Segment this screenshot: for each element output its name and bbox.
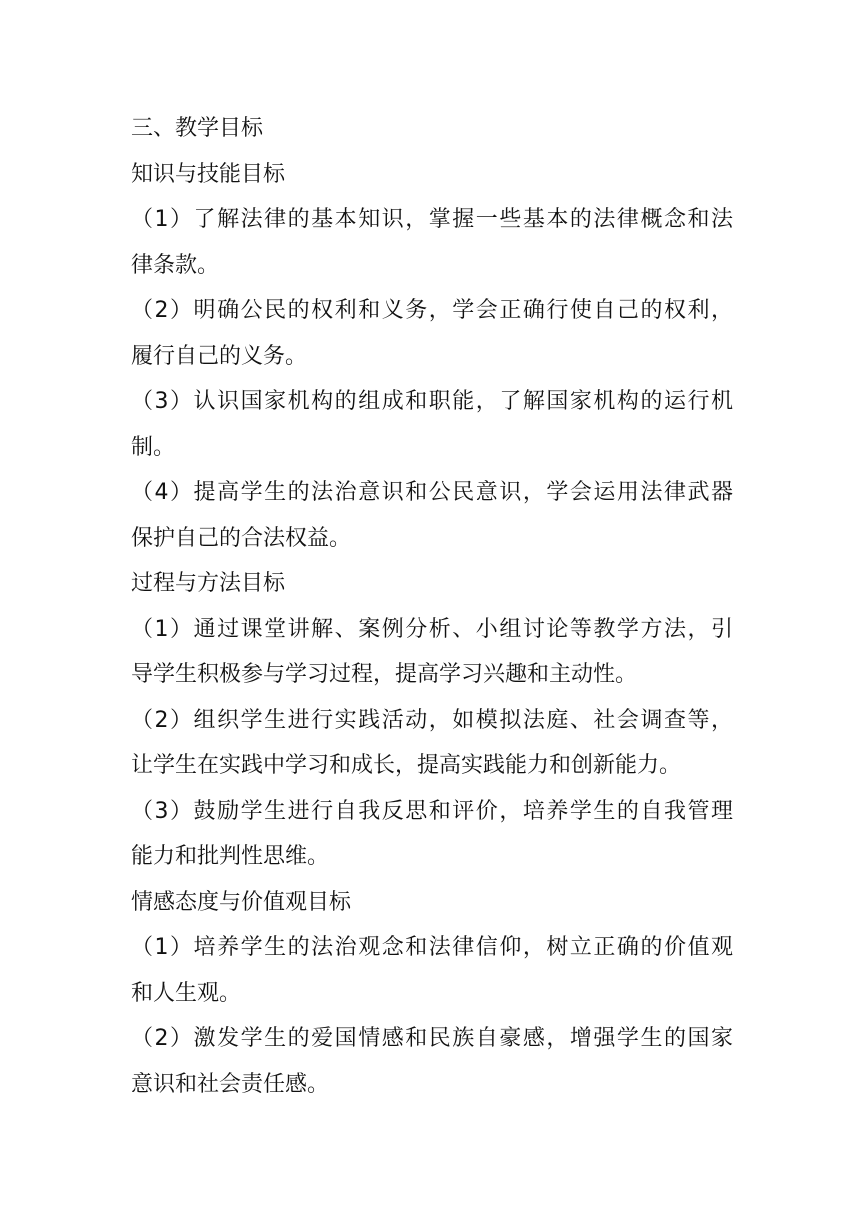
knowledge-item-2 <box>131 288 733 379</box>
process-item-2-line-1: （2）组织学生进行实践活动，如模拟法庭、社会调查等， <box>131 707 733 733</box>
section-heading: 三、教学目标 <box>131 116 264 141</box>
values-item-1-line-1: （1）培养学生的法治观念和法律信仰，树立正确的价值观 <box>131 935 733 960</box>
values-item-2-line-2: 意识和社会责任感。 <box>131 1071 330 1097</box>
knowledge-item-4-line-2: 保护自己的合法权益。 <box>131 525 352 551</box>
process-item-1-line-1: （1）通过课堂讲解、案例分析、小组讨论等教学方法，引 <box>131 616 733 642</box>
knowledge-heading: 知识与技能目标 <box>131 161 286 187</box>
values-item-2 <box>131 1016 733 1107</box>
knowledge-item-3 <box>131 379 733 470</box>
knowledge-item-1-line-1: （1）了解法律的基本知识，掌握一些基本的法律概念和法 <box>131 207 733 232</box>
values-heading: 情感态度与价值观目标 <box>131 889 352 915</box>
document-body <box>131 106 733 1107</box>
knowledge-item-4-line-1: （4）提高学生的法治意识和公民意识，学会运用法律武器 <box>131 480 733 505</box>
process-heading: 过程与方法目标 <box>131 571 286 596</box>
values-item-1 <box>131 925 733 1016</box>
knowledge-item-3-line-1: （3）认识国家机构的组成和职能，了解国家机构的运行机 <box>131 389 733 414</box>
knowledge-item-4 <box>131 470 733 561</box>
knowledge-item-2-line-2: 履行自己的义务。 <box>131 343 308 369</box>
process-item-2-line-2: 让学生在实践中学习和成长，提高实践能力和创新能力。 <box>131 753 682 778</box>
knowledge-item-1-line-2: 律条款。 <box>131 252 220 278</box>
values-item-1-line-2: 和人生观。 <box>131 980 242 1006</box>
values-item-2-line-1: （2）激发学生的爱国情感和民族自豪感，增强学生的国家 <box>131 1026 733 1051</box>
process-item-3 <box>131 789 733 880</box>
process-item-1 <box>131 607 733 698</box>
knowledge-item-2-line-1: （2）明确公民的权利和义务，学会正确行使自己的权利， <box>131 298 733 323</box>
knowledge-item-3-line-2: 制。 <box>131 434 176 460</box>
process-item-2 <box>131 698 733 789</box>
process-item-1-line-2: 导学生积极参与学习过程，提高学习兴趣和主动性。 <box>131 662 638 687</box>
process-item-3-line-1: （3）鼓励学生进行自我反思和评价，培养学生的自我管理 <box>131 798 733 824</box>
knowledge-item-1 <box>131 197 733 288</box>
process-item-3-line-2: 能力和批判性思维。 <box>131 844 330 869</box>
